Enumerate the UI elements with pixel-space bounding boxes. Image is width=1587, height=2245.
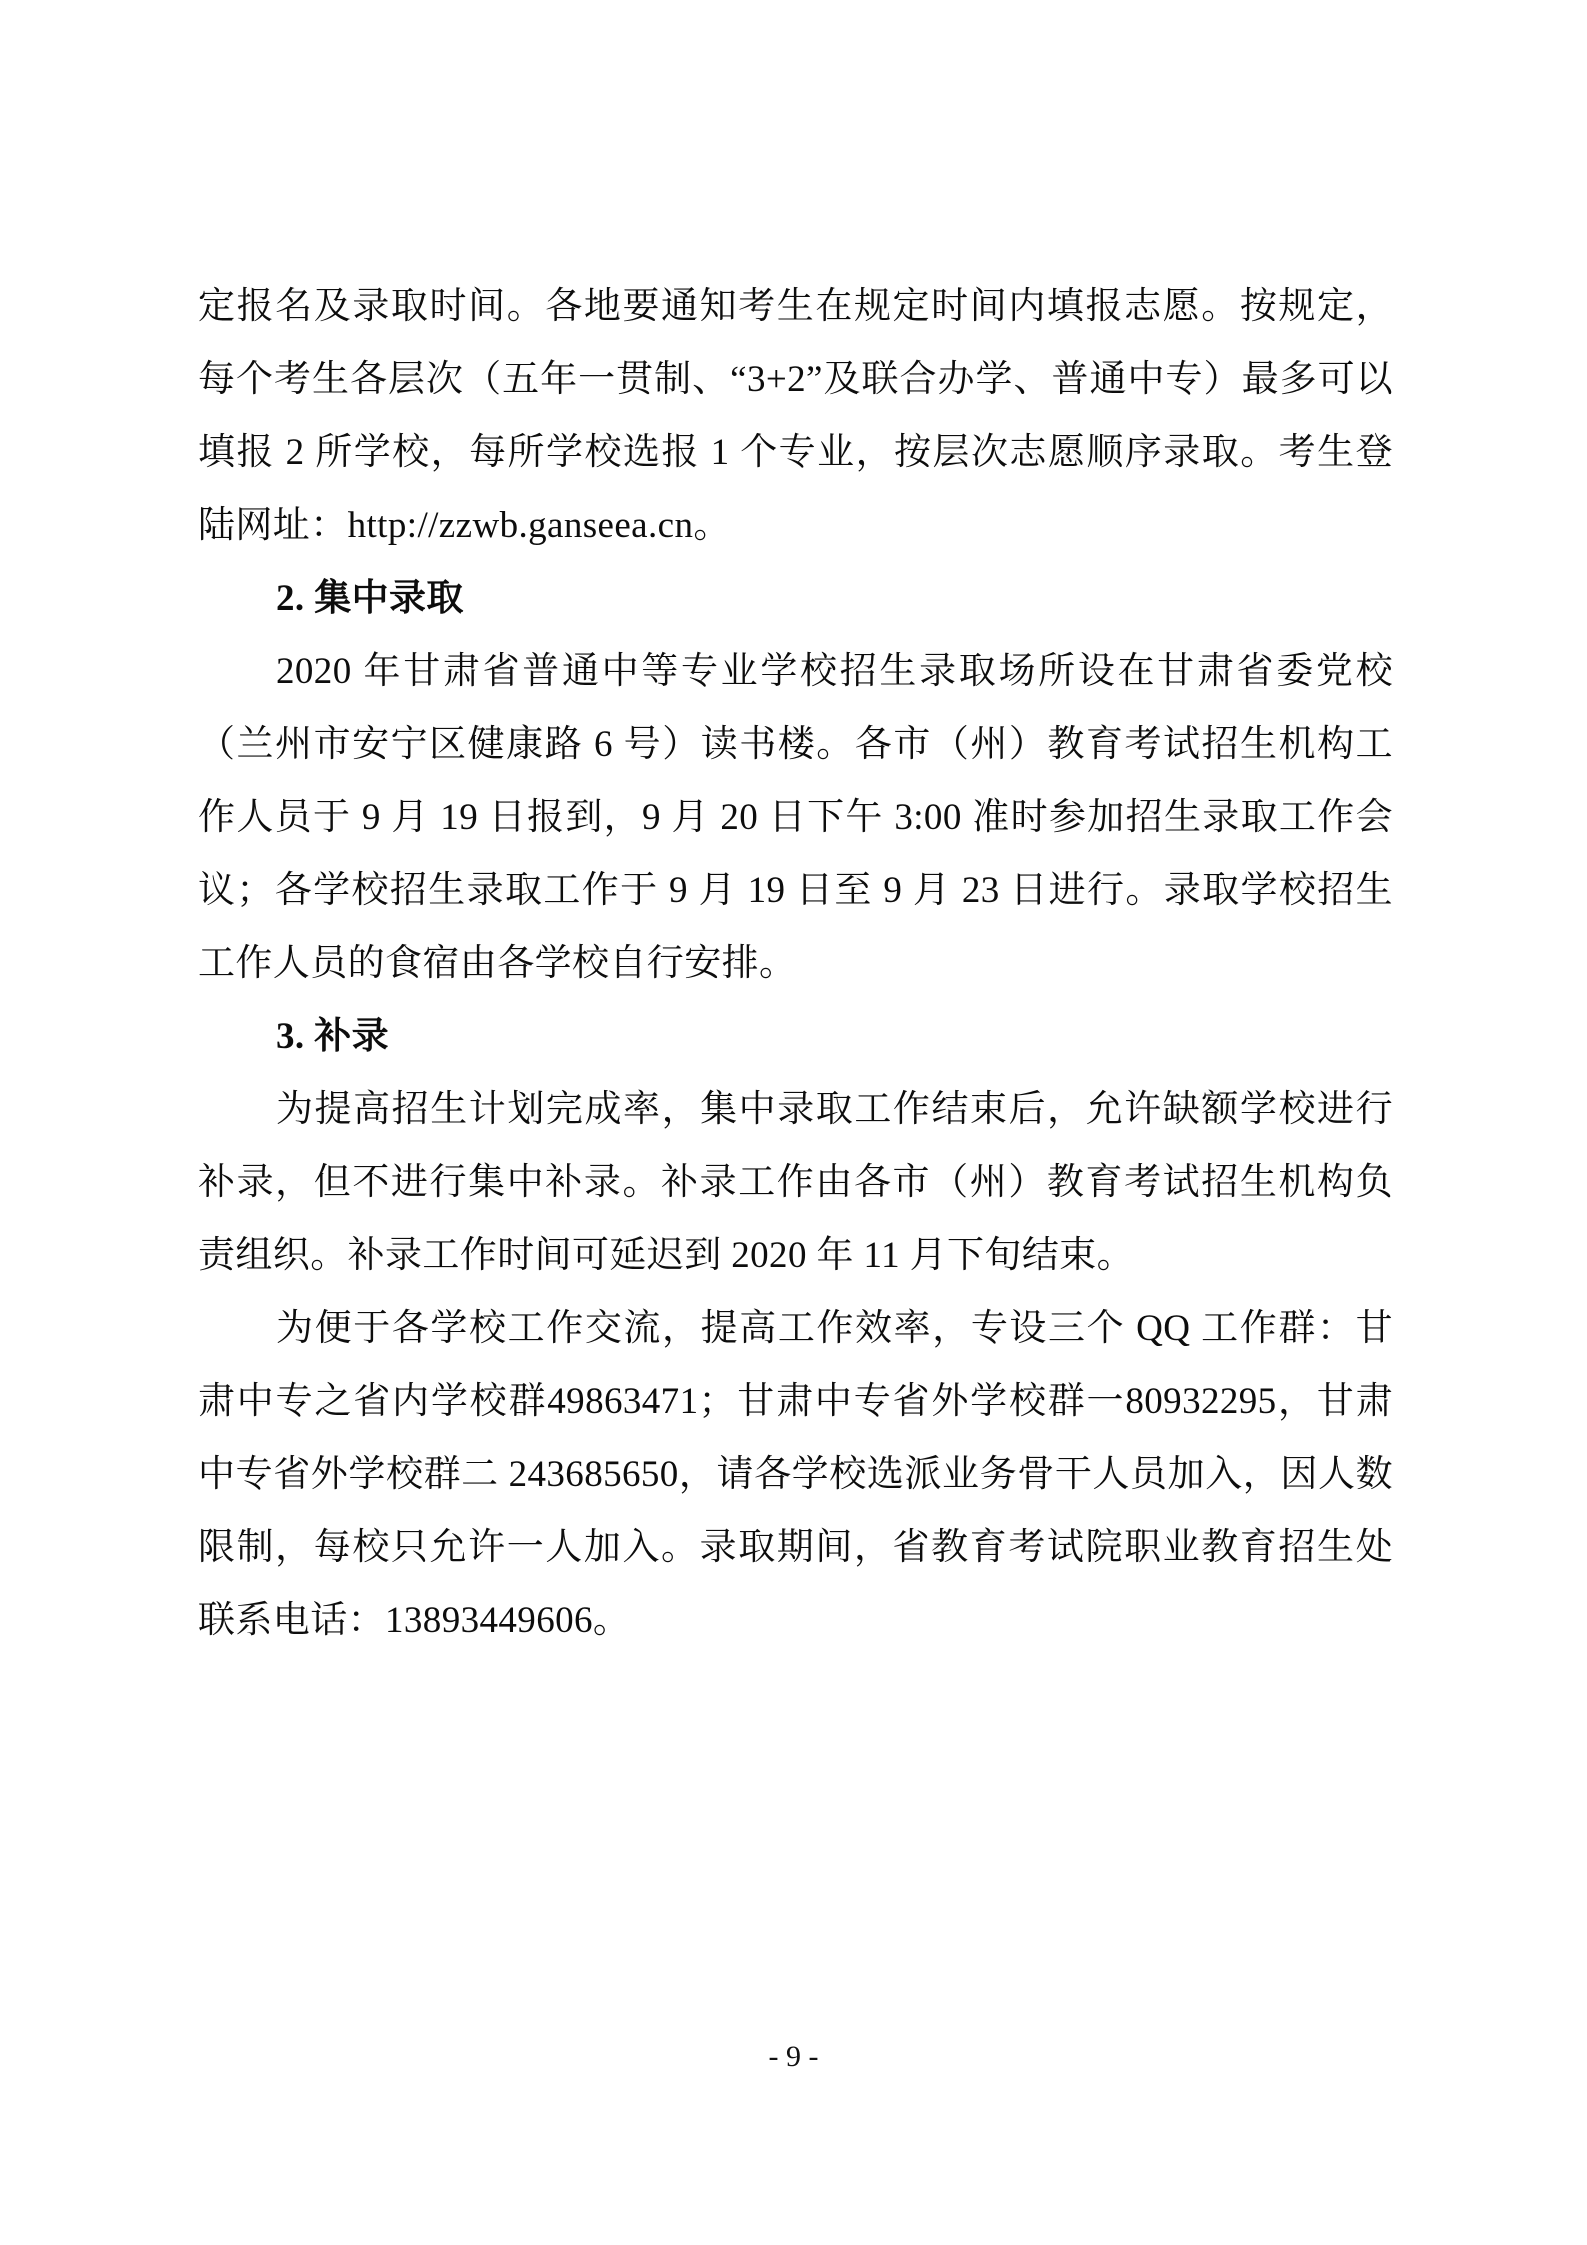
document-body [198,270,1393,1657]
paragraph-qq-groups: 为便于各学校工作交流，提高工作效率，专设三个 QQ 工作群：甘肃中专之省内学校群49863471；甘肃中专省外学校群一80932295，甘肃中专省外学校群二 243685650，请各学校选派业务骨干人员加入，因人数限制，每校只允许一人加入。录取期间，省教育考试院职业教育招生处联系电话：13893449606。 [198,1308,1393,1641]
paragraph-supplementary-admission: 为提高招生计划完成率，集中录取工作结束后，允许缺额学校进行补录，但不进行集中补录。补录工作由各市（州）教育考试招生机构负责组织。补录工作时间可延迟到 2020 年 11 月下旬结束。 [198,1089,1393,1276]
page-number: - 9 - [768,2040,819,2073]
heading-supplementary-admission: 3. 补录 [276,1016,389,1057]
paragraph-registration-time: 定报名及录取时间。各地要通知考生在规定时间内填报志愿。按规定，每个考生各层次（五年一贯制、“3+2”及联合办学、普通中专）最多可以填报 2 所学校，每所学校选报 1 个专业，按层次志愿顺序录取。考生登陆网址：http://zzwb.ganseea.cn。 [198,286,1393,546]
paragraph-central-admission: 2020 年甘肃省普通中等专业学校招生录取场所设在甘肃省委党校（兰州市安宁区健康路 6 号）读书楼。各市（州）教育考试招生机构工作人员于 9 月 19 日报到，9 月 20 日下午 3:00 准时参加招生录取工作会议；各学校招生录取工作于 9 月 19 日至 9 月 23 日进行。录取学校招生工作人员的食宿由各学校自行安排。 [198,651,1393,984]
heading-central-admission: 2. 集中录取 [276,578,464,619]
